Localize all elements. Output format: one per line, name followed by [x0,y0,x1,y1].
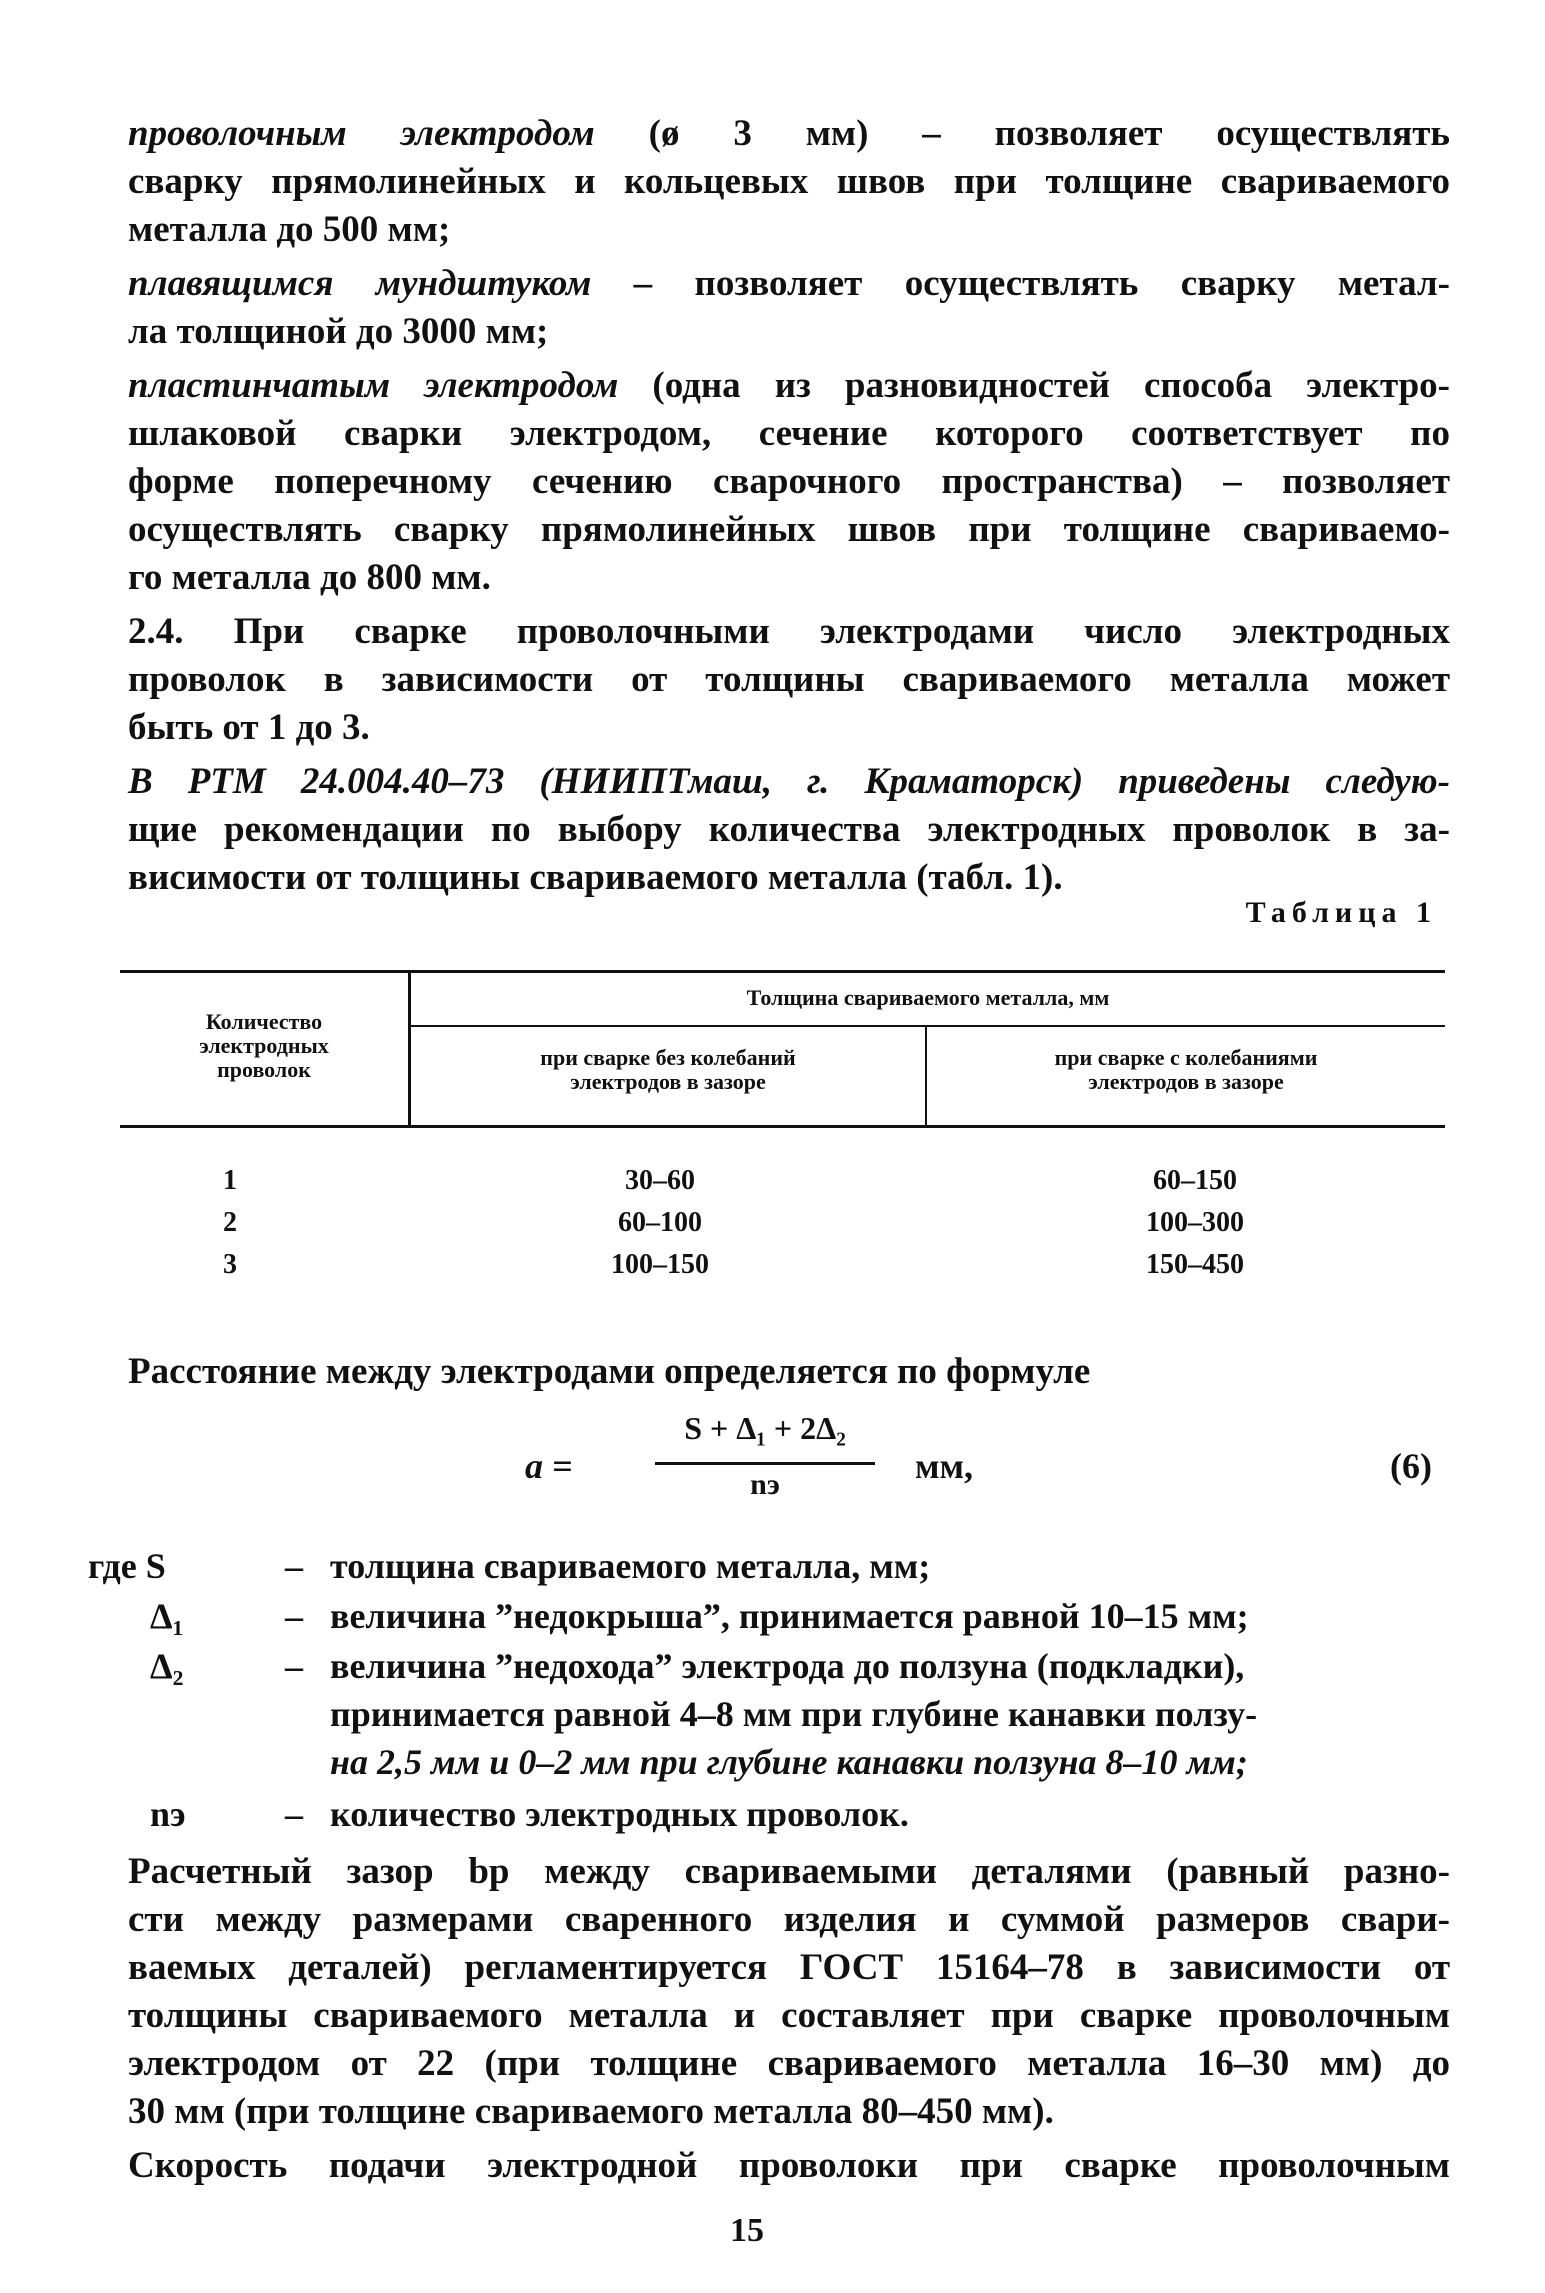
legend-dash: – [285,1546,303,1586]
text-line: ваемых деталей) регламентируется ГОСТ 15164–78 в зависимости от [128,1947,1450,1988]
text-line: висимости от толщины свариваемого металла (табл. 1). [128,857,1063,898]
table-cell-osc: 150–450 [1146,1249,1244,1280]
col-header-count [120,1010,408,1082]
table-cell-count: 1 [223,1165,237,1196]
text-line: В РТМ 24.004.40–73 (НИИПТмаш, г. Краматорск) приведены следую- [128,761,1450,802]
italic-term: пластинчатым электродом [128,365,619,406]
table-cell-count: 2 [223,1207,237,1238]
legend-text: величина ”недокрыша”, принимается равной 10–15 мм; [330,1596,1249,1636]
legend-symbol: Δ₁ [150,1596,184,1636]
table-cell-no-osc: 60–100 [618,1207,702,1238]
legend-symbol: nэ [150,1794,186,1834]
text-line: быть от 1 до 3. [128,707,370,748]
header-line: электродных [199,1033,329,1058]
text-line: форме поперечному сечению сварочного пространства) – позволяет [128,461,1450,502]
col-header-no-oscillation [411,1046,925,1094]
legend-dash: – [285,1794,303,1834]
text-line: ла толщиной до 3000 мм; [128,311,549,352]
italic-term: проволочным электродом [128,113,595,154]
text-line: Расчетный зазор bр между свариваемыми деталями (равный разно- [128,1851,1450,1892]
header-line: при сварке с колебаниями [1054,1045,1318,1070]
text-fragment: – позволяет осуществлять сварку метал- [591,263,1450,304]
text-line [128,262,1450,306]
header-line: при сварке без колебаний [540,1045,796,1070]
text-line: осуществлять сварку прямолинейных швов при толщине сваривaемо- [128,509,1450,550]
group-header-thickness: Толщина свариваемого металла, мм [746,985,1110,1010]
table-caption: Таблица 1 [1245,896,1437,929]
table-cell-no-osc: 30–60 [625,1165,695,1196]
col-header-oscillation [927,1046,1445,1094]
table-top-rule [120,970,1445,973]
formula-number: (6) [1390,1446,1432,1486]
formula-unit: мм, [915,1446,974,1486]
table-header-bottom-rule [120,1125,1445,1128]
text-line: 30 мм (при толщине свариваемого металла 80–450 мм). [128,2091,1054,2132]
text-line: щие рекомендации по выбору количества электродных проволок в за- [128,809,1450,850]
fraction-bar [655,1462,875,1465]
legend-text: принимается равной 4–8 мм при глубине канавки ползу- [330,1694,1258,1734]
text-fragment: (ø 3 мм) – позволяет осуществлять [648,113,1450,154]
table-cell-no-osc: 100–150 [611,1249,709,1280]
formula-intro: Расстояние между электродами определяется по формуле [128,1351,1091,1392]
text-fragment: (одна из разновидностей способа электро- [618,365,1450,406]
formula-numerator: S + Δ₁ + 2Δ₂ [684,1410,846,1446]
text-line: сти между размерами сваренного изделия и суммой размеров свари- [128,1899,1450,1940]
header-line: электродов в зазоре [570,1069,766,1094]
legend-symbol: где S [88,1546,166,1586]
text-line: 2.4. При сварке проволочными электродами число электродных [128,611,1450,652]
text-line: шлаковой сварки электродом, сечение которого соответствует по [128,413,1450,454]
table-cell-osc: 60–150 [1153,1165,1237,1196]
italic-term: плавящимся мундштуком [128,263,592,304]
table-cell-osc: 100–300 [1146,1207,1244,1238]
header-line: проволок [217,1057,311,1082]
text-line: сварку прямолинейных и кольцевых швов при толщине свариваемого [128,161,1450,202]
text-line [128,112,1450,156]
text-line: электродом от 22 (при толщине свариваемого металла 16–30 мм) до [128,2043,1450,2084]
legend-symbol: Δ₂ [150,1646,184,1686]
legend-text: количество электродных проволок. [330,1794,909,1834]
legend-dash: – [285,1596,303,1636]
formula-lhs: a = [525,1446,573,1486]
legend-text: величина ”недохода” электрода до ползуна (подкладки), [330,1646,1245,1686]
text-line: го металла до 800 мм. [128,557,491,598]
table-cell-count: 3 [223,1249,237,1280]
page-number: 15 [730,2212,764,2249]
header-line: Количество [205,1009,323,1034]
text-line: металла до 500 мм; [128,209,451,250]
legend-text: толщина свариваемого металла, мм; [330,1546,931,1586]
legend-dash: – [285,1646,303,1686]
text-line: толщины свариваемого металла и составляет при сварке проволочным [128,1995,1450,2036]
text-line: Скорость подачи электродной проволоки при сварке проволочным [128,2145,1450,2186]
text-line: проволок в зависимости от толщины свариваемого металла может [128,659,1450,700]
header-line: электродов в зазоре [1088,1069,1284,1094]
legend-text: на 2,5 мм и 0–2 мм при глубине канавки ползуна 8–10 мм; [330,1742,1248,1782]
formula-denominator: nэ [750,1468,780,1501]
text-line [128,364,1450,408]
